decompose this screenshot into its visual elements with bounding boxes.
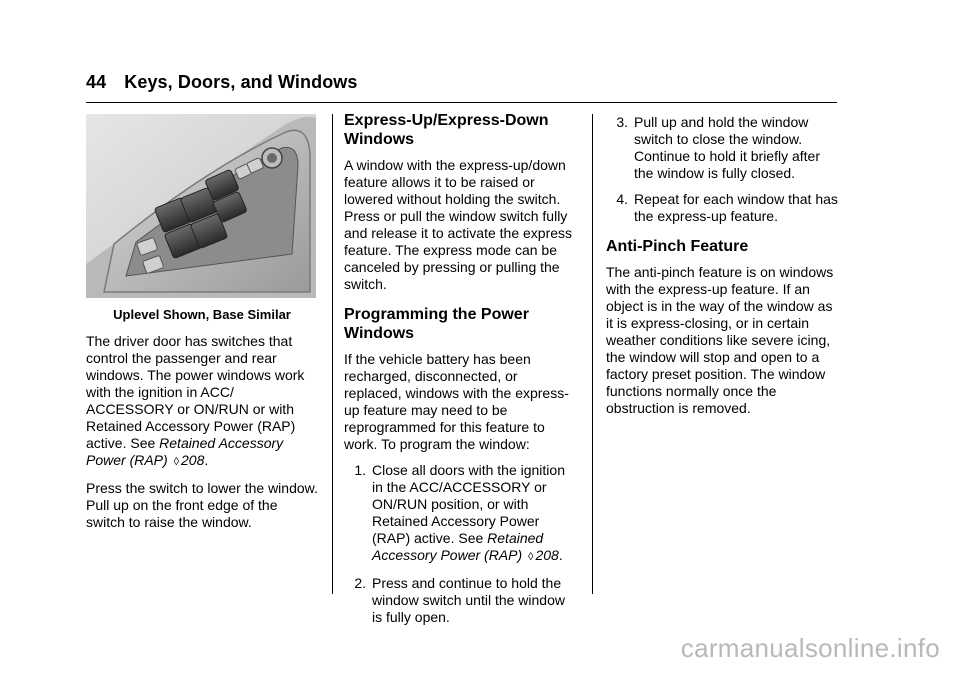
page-reference[interactable]: 208 xyxy=(181,452,205,468)
door-switch-panel-image xyxy=(86,114,316,298)
step-number: 2. xyxy=(354,575,366,591)
steps-list xyxy=(344,462,578,626)
column-divider xyxy=(332,114,333,594)
step-number: 4. xyxy=(616,191,628,207)
cross-reference-link[interactable]: Retained Accessory Power (RAP) xyxy=(86,435,284,468)
column-divider xyxy=(592,114,593,594)
column-3 xyxy=(606,114,838,426)
cross-reference-link[interactable]: Retained Accessory Power (RAP) xyxy=(372,530,544,563)
section-title: Keys, Doors, and Windows xyxy=(124,72,358,92)
column-1 xyxy=(86,114,318,540)
section-heading: Programming the Power Windows xyxy=(344,306,529,342)
header-rule xyxy=(86,102,837,103)
list-item: 2. Press and continue to hold the window switch until the window is fully open. xyxy=(344,575,578,626)
list-item: 3. Pull up and hold the window switch to close the window. Continue to hold it briefly after the window is fully closed. xyxy=(606,114,838,182)
paragraph: Press the switch to lower the window. Pull up on the front edge of the switch to raise the window. xyxy=(86,480,318,530)
paragraph: A window with the express-up/down feature allows it to be raised or lowered without holding the switch. Press or pull the window switch fully and release it to activate the express feature. The express mode can be canceled by pressing or pulling the switch. xyxy=(344,157,573,292)
page-header xyxy=(86,72,358,93)
column-2 xyxy=(344,114,578,635)
list-item: 1. Close all doors with the ignition in the ACC/ACCESSORY or ON/RUN position, or with Retained Accessory Power (RAP) active. See Retained Accessory Power (RAP) ◊ 208. xyxy=(344,462,578,566)
page-reference-icon: ◊ xyxy=(173,456,180,468)
watermark: carmanualsonline.info xyxy=(680,633,940,663)
section-heading: Anti-Pinch Feature xyxy=(606,238,749,255)
list-item: 4. Repeat for each window that has the express-up feature. xyxy=(606,191,838,225)
steps-list xyxy=(606,114,838,225)
image-caption: Uplevel Shown, Base Similar xyxy=(113,307,291,322)
page-reference-icon: ◊ xyxy=(528,551,534,563)
page-reference[interactable]: 208 xyxy=(535,547,559,563)
page-number: 44 xyxy=(86,72,107,92)
paragraph: The driver door has switches that control the passenger and rear windows. The power windows work with the ignition in ACC/ ACCESSORY or ON/RUN or with Retained Accessory Power (RAP) active. See Retained Accessory Power (RAP) ◊ 208. xyxy=(86,333,305,468)
step-number: 3. xyxy=(616,114,628,130)
paragraph: If the vehicle battery has been recharged, disconnected, or replaced, windows with the express-up feature may need to be reprogrammed for this feature to work. To program the window: xyxy=(344,351,569,452)
paragraph: The anti-pinch feature is on windows with the express-up feature. If an object is in the way of the window as it is express-closing, or in certain weather conditions like severe icing, the window will stop and open to a factory preset position. The window functions normally once the obstruction is removed. xyxy=(606,264,834,416)
section-heading: Express-Up/Express-Down Windows xyxy=(344,112,549,148)
step-number: 1. xyxy=(354,462,366,478)
